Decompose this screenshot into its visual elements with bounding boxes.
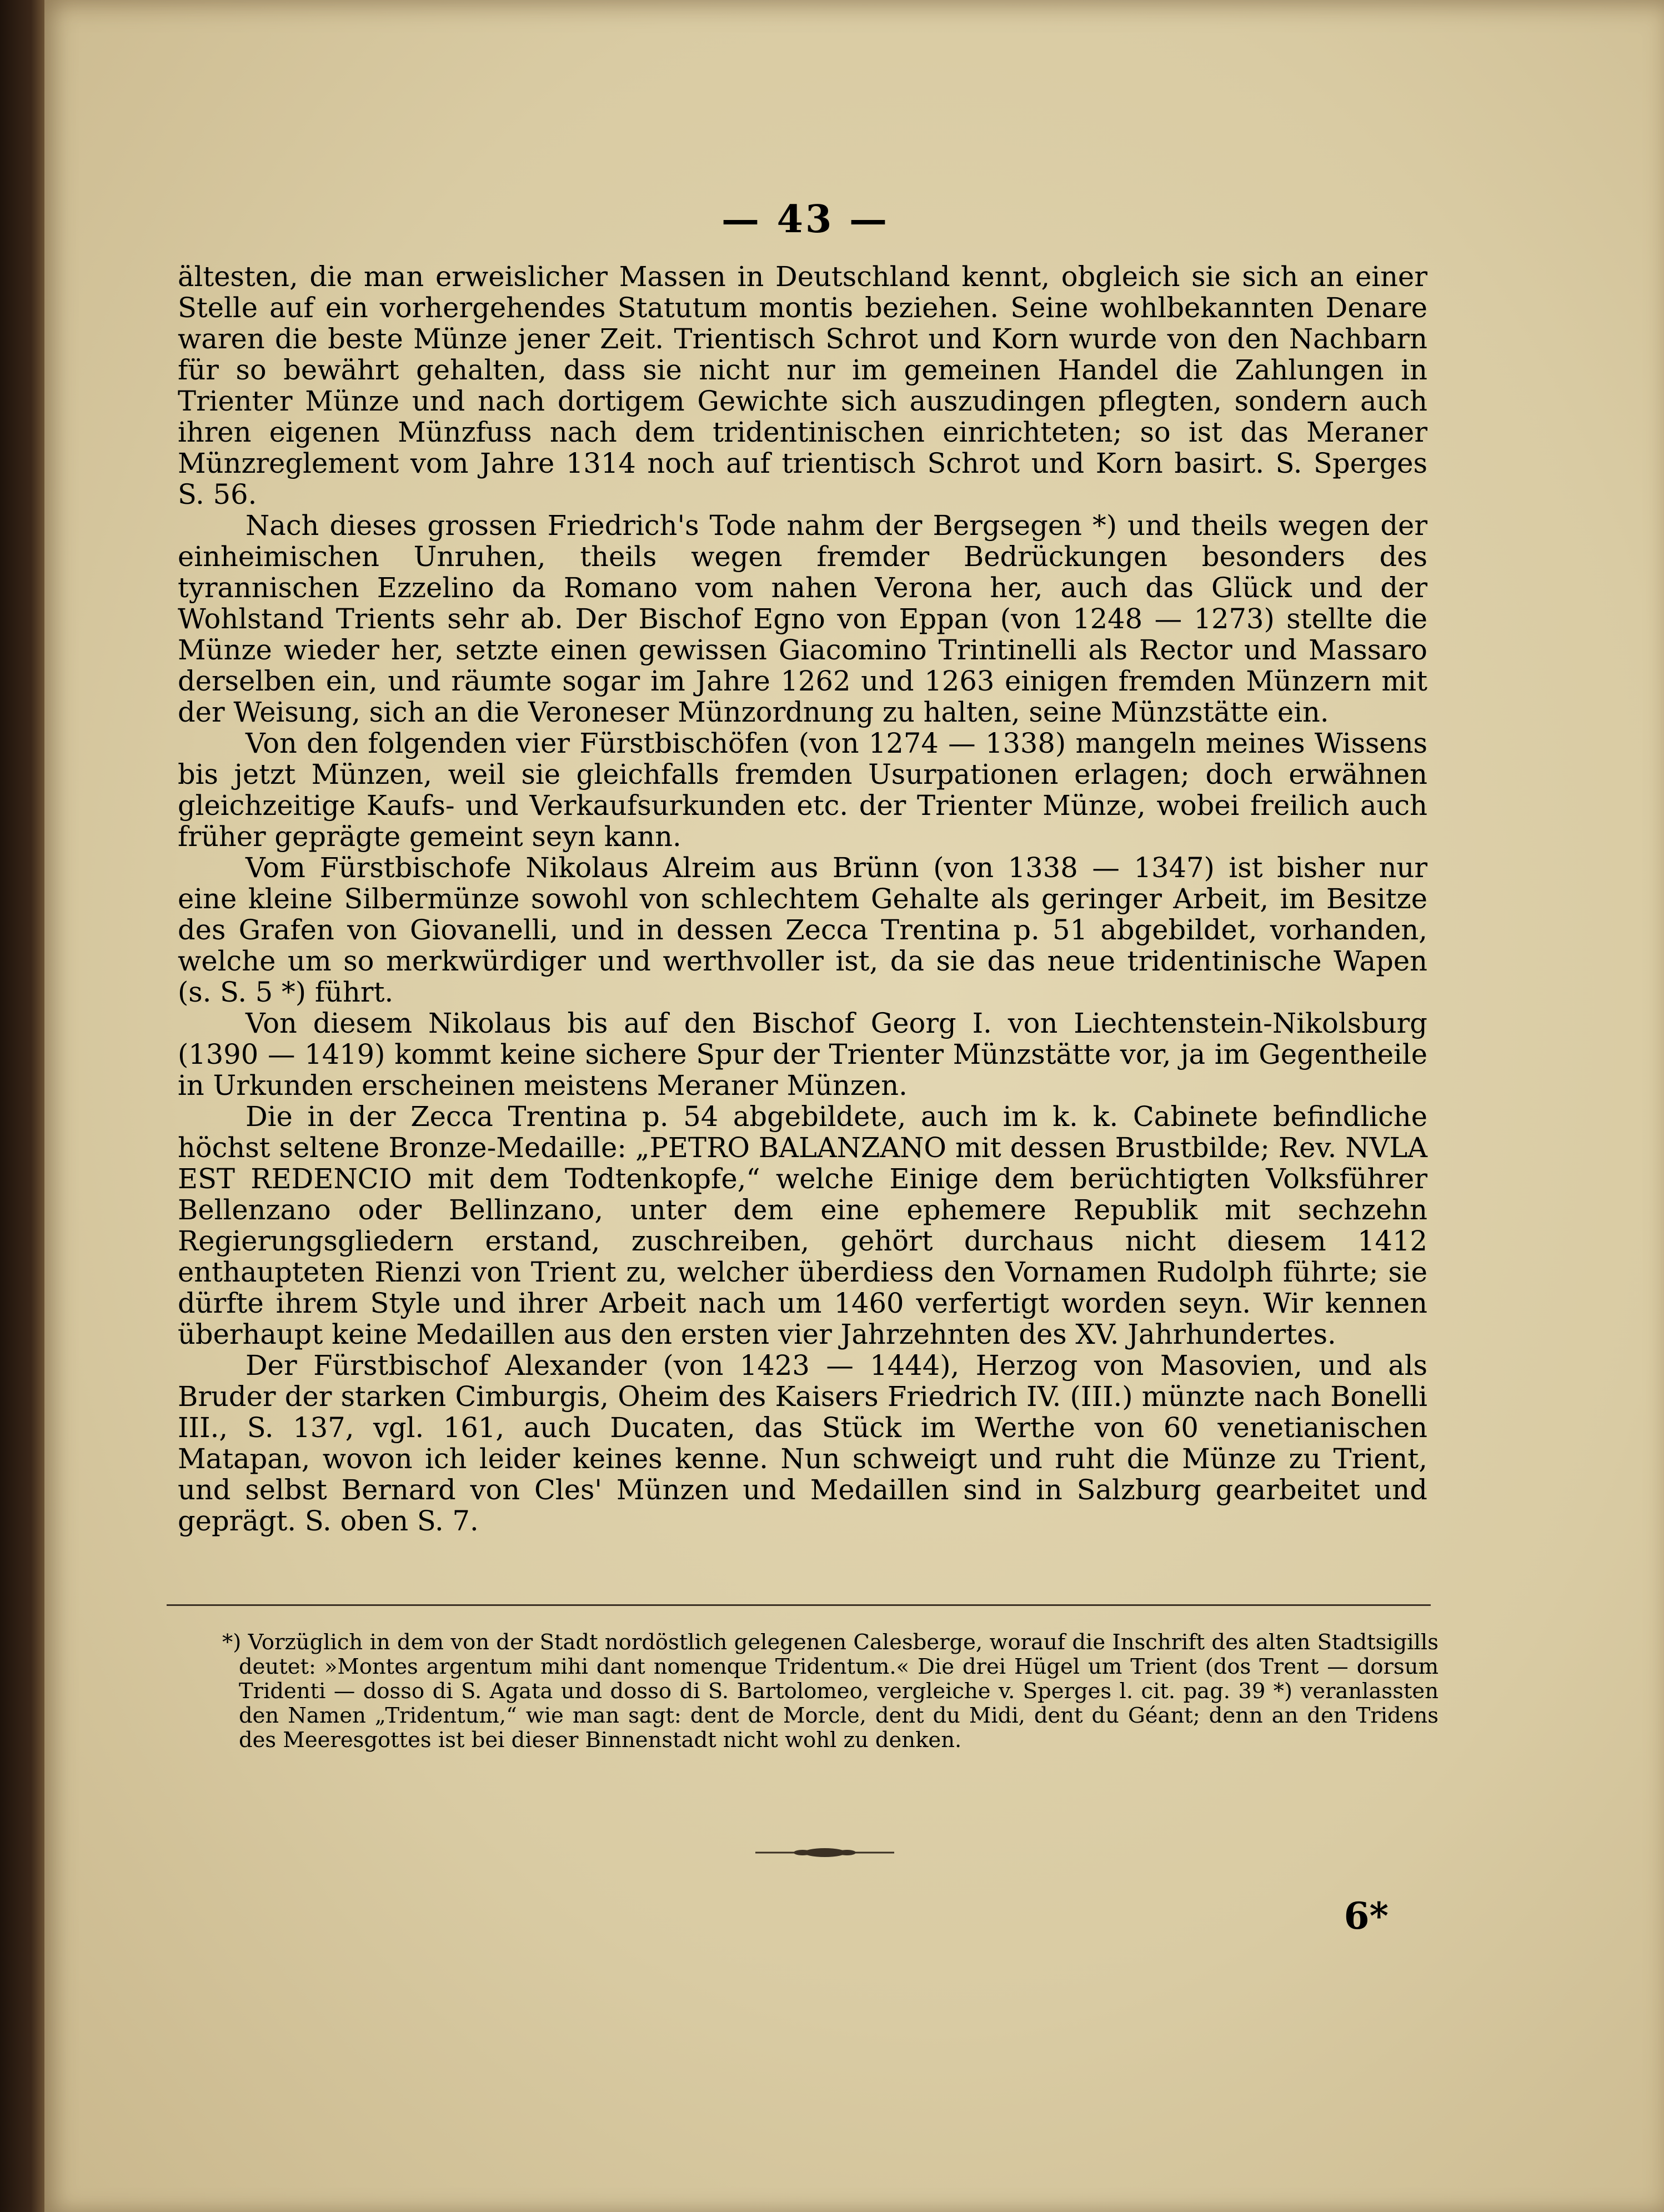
footnote-text: Vorzüglich in dem von der Stadt nordöstlich gelegenen Calesberge, worauf die Inschrift des alten Stadtsigills deutet: »Montes argentum mihi dant nomenque Tridentum.« Die drei Hügel um Trient (dos Trent — dorsum Tridenti — dosso di S. Agata und dosso di S. Bartolomeo, vergleiche v. Sperges l. cit. pag. 39 *) veranlassten den Namen „Tridentum,“ wie man sagt: dent de Morcle, dent du Midi, dent du Géant; denn an den Tridens des Meeresgottes ist bei dieser Binnenstadt nicht wohl zu denken. <box>239 1630 1439 1753</box>
book-spine <box>0 0 44 2212</box>
paragraph-6: Die in der Zecca Trentina p. 54 abgebildete, auch im k. k. Cabinete befindliche höchst seltene Bronze-Medaille: „PETRO BALANZANO mit dessen Brustbilde; Rev. NVLA EST REDENCIO mit dem Todtenkopfe,“ welche Einige dem berüchtigten Volksführer Bellenzano oder Bellinzano, unter dem eine ephemere Republik mit sechzehn Regierungsgliedern erstand, zuschreiben, gehört durchaus nicht diesem 1412 enthaupteten Rienzi von Trient zu, welcher überdiess den Vornamen Rudolph führte; sie dürfte ihrem Style und ihrer Arbeit nach um 1460 verfertigt worden seyn. Wir kennen überhaupt keine Medaillen aus den ersten vier Jahrzehnten des XV. Jahrhundertes. <box>178 1100 1427 1350</box>
paragraph-5: Von diesem Nikolaus bis auf den Bischof Georg I. von Liechtenstein-Nikolsburg (1390 — 1419) kommt keine sichere Spur der Trienter Münzstätte vor, ja im Gegentheile in Urkunden erscheinen meistens Meraner Münzen. <box>178 1007 1427 1102</box>
ornament-divider <box>755 1845 894 1860</box>
signature-mark: 6* <box>1344 1894 1389 1938</box>
paragraph-2: Nach dieses grossen Friedrich's Tode nahm der Bergsegen *) und theils wegen der einheimischen Unruhen, theils wegen fremder Bedrückungen besonders des tyrannischen Ezzelino da Romano vom nahen Verona her, auch das Glück und der Wohlstand Trients sehr ab. Der Bischof Egno von Eppan (von 1248 — 1273) stellte die Münze wieder her, setzte einen gewissen Giacomino Trintinelli als Rector und Massaro derselben ein, und räumte sogar im Jahre 1262 und 1263 einigen fremden Münzern mit der Weisung, sich an die Veroneser Münzordnung zu halten, seine Münzstätte ein. <box>178 509 1427 728</box>
paragraph-1: ältesten, die man erweislicher Massen in Deutschland kennt, obgleich sie sich an einer Stelle auf ein vorhergehendes Statutum montis beziehen. Seine wohlbekannten Denare waren die beste Münze jener Zeit. Trientisch Schrot und Korn wurde von den Nachbarn für so bewährt gehalten, dass sie nicht nur im gemeinen Handel die Zahlungen in Trienter Münze und nach dortigem Gewichte sich auszudingen pflegten, sondern auch ihren eigenen Münzfuss nach dem tridentinischen einrichteten; so ist das Meraner Münzreglement vom Jahre 1314 noch auf trientisch Schrot und Korn basirt. S. Sperges S. 56. <box>178 261 1427 511</box>
paragraph-7: Der Fürstbischof Alexander (von 1423 — 1444), Herzog von Masovien, und als Bruder der starken Cimburgis, Oheim des Kaisers Friedrich IV. (III.) münzte nach Bonelli III., S. 137, vgl. 161, auch Ducaten, das Stück im Werthe von 60 venetianischen Matapan, wovon ich leider keines kenne. Nun schweigt und ruht die Münze zu Trient, und selbst Bernard von Cles' Münzen und Medaillen sind in Salzburg gearbeitet und geprägt. S. oben S. 7. <box>178 1349 1427 1537</box>
page-number-header: — 43 — <box>721 197 889 242</box>
footnote-rule <box>167 1604 1431 1606</box>
body-text <box>178 261 1427 1537</box>
paragraph-3: Von den folgenden vier Fürstbischöfen (von 1274 — 1338) mangeln meines Wissens bis jetzt Münzen, weil sie gleichfalls fremden Usurpationen erlagen; doch erwähnen gleichzeitige Kaufs- und Verkaufsurkunden etc. der Trienter Münze, wobei freilich auch früher geprägte gemeint seyn kann. <box>178 727 1427 853</box>
paragraph-4: Vom Fürstbischofe Nikolaus Alreim aus Brünn (von 1338 — 1347) ist bisher nur eine kleine Silbermünze sowohl von schlechtem Gehalte als geringer Arbeit, im Besitze des Grafen von Giovanelli, und in dessen Zecca Trentina p. 51 abgebildet, vorhanden, welche um so merkwürdiger und werthvoller ist, da sie das neue tridentinische Wapen (s. S. 5 *) führt. <box>178 852 1427 1008</box>
footnote-marker: *) <box>222 1630 242 1655</box>
footnote <box>222 1630 1439 1753</box>
